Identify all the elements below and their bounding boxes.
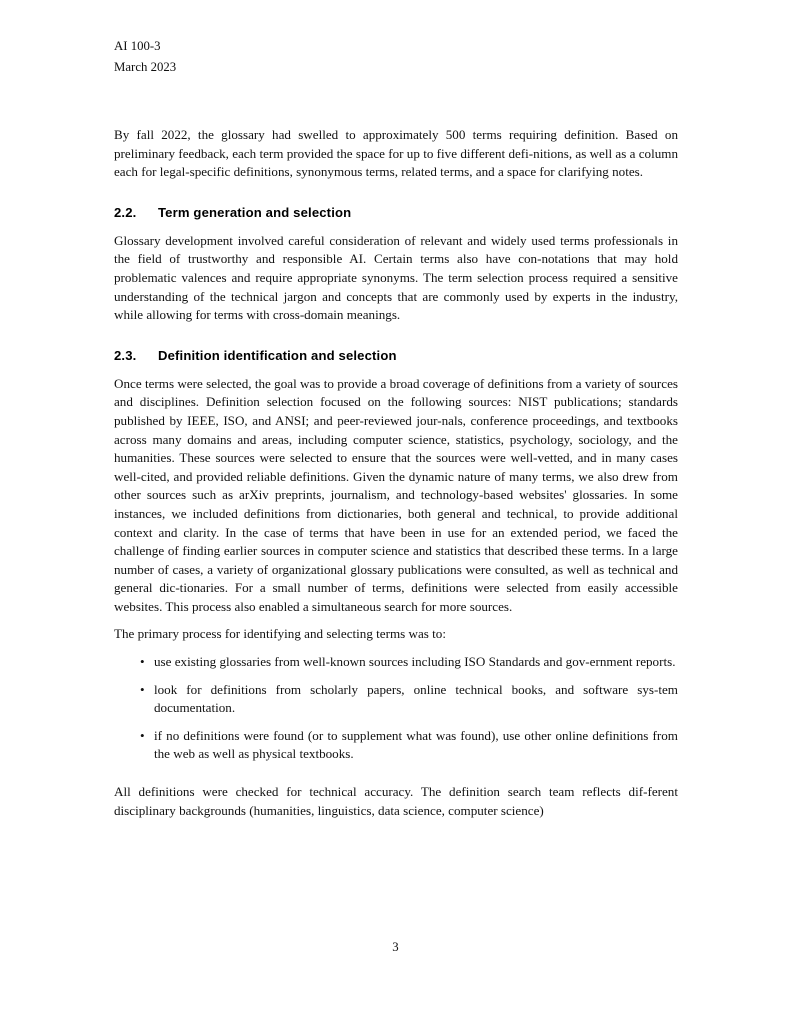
report-date: March 2023 [114, 60, 177, 74]
bullet-marker-icon: • [140, 654, 145, 670]
section-title: Term generation and selection [158, 204, 352, 220]
paragraph-term-generation: Glossary development involved careful consideration of relevant and widely used terms professionals in the field of trustworthy and responsible AI. Certain terms also have con-notations that may hold problematic valences and require appropriate synonyms. The term selection process required a sensitive understanding of the technical jargon and concepts that are commonly used by experts in the industry, while allowing for terms with cross-domain meanings. [114, 232, 678, 323]
list-item-text: if no definitions were found (or to supplement what was found), use other online definitions from the web as well as physical textbooks. [154, 727, 678, 762]
section-title: Definition identification and selection [158, 347, 397, 363]
section-heading-2-2 [114, 204, 678, 221]
page-header [114, 36, 176, 78]
report-id: AI 100-3 [114, 39, 161, 53]
bullet-marker-icon: • [140, 681, 145, 697]
paragraph-intro: By fall 2022, the glossary had swelled to approximately 500 terms requiring definition. Based on preliminary feedback, each term provided the space for up to five different defi-nitions, as well as a column each for legal-specific definitions, synonymous terms, related terms, and a space for clarifying notes. [114, 127, 678, 180]
list-item-text: use existing glossaries from well-known sources including ISO Standards and gov-ernment reports. [154, 654, 676, 670]
paragraph-closing: All definitions were checked for technical accuracy. The definition search team reflects dif-ferent disciplinary backgrounds (humanities, linguistics, data science, computer science) [114, 784, 678, 818]
page-number: 3 [392, 940, 399, 954]
list-item [114, 681, 678, 718]
page-content [114, 126, 678, 820]
list-spacer [114, 773, 678, 783]
process-bullet-list [114, 653, 678, 764]
bullet-marker-icon: • [140, 727, 145, 743]
paragraph-definition-identification: Once terms were selected, the goal was to provide a broad coverage of definitions from a variety of sources and disciplines. Definition selection focused on the following sources: NIST publications; standards published by IEEE, ISO, and ANSI; and peer-reviewed jour-nals, conference proceedings, and textbooks across many domains and areas, including computer science, statistics, psychology, sociology, and the humanities. These sources were selected to ensure that the sources were well-vetted, and in many cases well-cited, and provided reliable definitions. Given the dynamic nature of many terms, we also drew from other sources such as arXiv preprints, journalism, and technology-based websites' glossaries. In some instances, we included definitions from dictionaries, both general and technical, to provide additional context and clarity. In the case of terms that have been in use for an extended period, we faced the challenge of finding earlier sources in computer science and statistics that described these terms. In a large number of cases, a variety of organizational glossary publications were consulted, as well as technical and general dic-tionaries. For a small number of terms, definitions were selected from easily accessible websites. This process also enabled a simultaneous search for more sources. [114, 375, 678, 614]
section-number: 2.3. [114, 347, 137, 363]
paragraph-list-intro: The primary process for identifying and selecting terms was to: [114, 626, 446, 642]
list-item-text: look for definitions from scholarly papers, online technical books, and software sys-tem documentation. [154, 681, 678, 716]
section-heading-2-3 [114, 347, 678, 364]
list-item [114, 653, 678, 672]
list-item [114, 727, 678, 764]
section-number: 2.2. [114, 204, 137, 220]
